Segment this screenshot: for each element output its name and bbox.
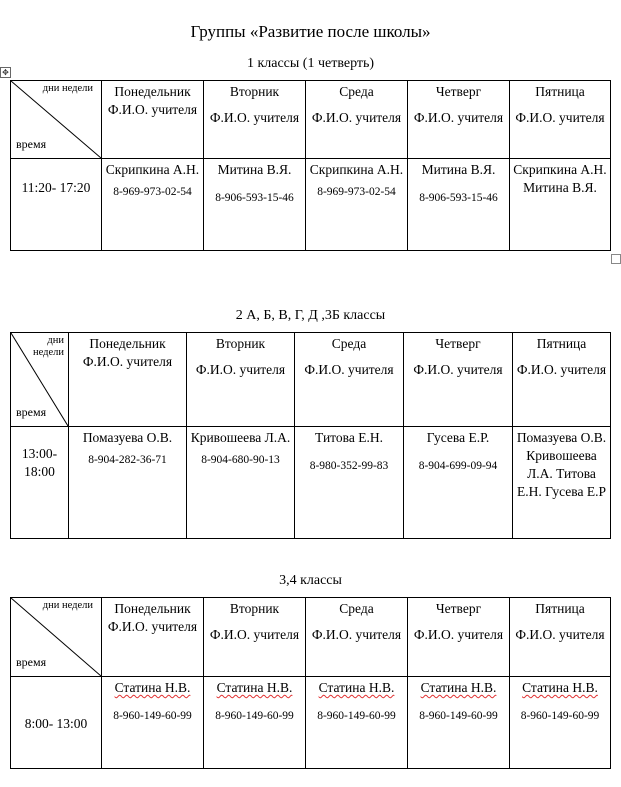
- day-name: Среда: [339, 601, 374, 616]
- time-cell: 8:00- 13:00: [11, 677, 102, 769]
- day-name: Четверг: [435, 336, 481, 351]
- day-header: [306, 81, 408, 159]
- day-header: [408, 598, 510, 677]
- teacher-name: Помазуева О.В.: [82, 430, 173, 445]
- schedule-table: [10, 597, 611, 769]
- teacher-header: Ф.И.О. учителя: [209, 627, 300, 642]
- day-name: Пятница: [535, 84, 585, 99]
- day-name: Понедельник: [89, 336, 166, 351]
- section-subtitle: 1 классы (1 четверть): [246, 56, 375, 71]
- day-header: [102, 598, 204, 677]
- day-header: [102, 81, 204, 159]
- corner-days-label: дни недели: [42, 600, 93, 611]
- day-header: [69, 333, 187, 427]
- teacher-phone: 8-904-282-36-71: [88, 454, 167, 466]
- day-name: Четверг: [435, 84, 482, 99]
- teacher-cell: [187, 427, 295, 539]
- teacher-header: Ф.И.О. учителя: [516, 362, 607, 377]
- teacher-phone: 8-960-149-60-99: [215, 710, 294, 722]
- teacher-name: Статина Н.В.: [420, 680, 497, 695]
- corner-days-label: дни недели: [32, 335, 64, 358]
- day-name: Среда: [339, 84, 374, 99]
- day-name: Понедельник: [114, 84, 191, 99]
- day-header: [510, 81, 611, 159]
- teacher-phone: 8-904-699-09-94: [418, 460, 498, 472]
- teacher-phone: 8-960-149-60-99: [419, 710, 498, 722]
- corner-time-label: время: [16, 655, 47, 669]
- teacher-header: Ф.И.О. учителя: [209, 110, 300, 125]
- teacher-header: Ф.И.О. учителя: [107, 619, 198, 634]
- day-header: [404, 333, 513, 427]
- day-header: [306, 598, 408, 677]
- teacher-name: Статина Н.В.: [114, 680, 191, 695]
- teacher-name: Помазуева О.В. Кривошеева Л.А. Титова Е.Н. Гусева Е.Р: [516, 430, 607, 499]
- day-name: Четверг: [435, 601, 482, 616]
- teacher-name: Скрипкина А.Н. Митина В.Я.: [513, 162, 607, 195]
- teacher-header: Ф.И.О. учителя: [195, 362, 286, 377]
- teacher-header: Ф.И.О. учителя: [311, 110, 402, 125]
- teacher-header: Ф.И.О. учителя: [311, 627, 402, 642]
- teacher-header: Ф.И.О. учителя: [304, 362, 394, 377]
- teacher-header: Ф.И.О. учителя: [107, 102, 198, 117]
- teacher-phone: 8-960-149-60-99: [113, 710, 192, 722]
- time-cell: 13:00- 18:00: [11, 427, 69, 539]
- teacher-name: Титова Е.Н.: [315, 430, 383, 445]
- teacher-name: Статина Н.В.: [216, 680, 293, 695]
- teacher-name: Кривошеева Л.А.: [190, 430, 291, 445]
- day-header: [408, 81, 510, 159]
- day-name: Вторник: [229, 84, 280, 99]
- teacher-header: Ф.И.О. учителя: [515, 110, 605, 125]
- table-resize-handle[interactable]: [611, 254, 621, 264]
- day-header: [204, 81, 306, 159]
- day-header: [513, 333, 611, 427]
- teacher-cell: [408, 159, 510, 251]
- teacher-phone: 8-904-680-90-13: [201, 454, 280, 466]
- teacher-cell: [102, 159, 204, 251]
- time-cell: 11:20- 17:20: [11, 159, 102, 251]
- teacher-cell: [102, 677, 204, 769]
- corner-cell: [11, 598, 102, 677]
- day-name: Вторник: [229, 601, 280, 616]
- teacher-phone: 8-969-973-02-54: [317, 186, 396, 198]
- corner-time-label: время: [16, 137, 47, 151]
- teacher-header: Ф.И.О. учителя: [413, 627, 504, 642]
- day-name: Вторник: [215, 336, 266, 351]
- teacher-header: Ф.И.О. учителя: [82, 354, 173, 369]
- teacher-cell: [510, 677, 611, 769]
- page-title: Группы «Развитие после школы»: [190, 22, 431, 41]
- teacher-name: Митина В.Я.: [217, 162, 292, 177]
- teacher-name: Митина В.Я.: [421, 162, 496, 177]
- teacher-cell: [295, 427, 404, 539]
- day-header: [510, 598, 611, 677]
- teacher-cell: [513, 427, 611, 539]
- day-header: [187, 333, 295, 427]
- section-subtitle: 2 А, Б, В, Г, Д ,3Б классы: [235, 308, 386, 323]
- teacher-phone: 8-969-973-02-54: [113, 186, 192, 198]
- teacher-cell: [306, 677, 408, 769]
- table-move-icon[interactable]: ✥: [0, 67, 11, 78]
- section-subtitle: 3,4 классы: [279, 573, 342, 588]
- teacher-cell: [408, 677, 510, 769]
- teacher-cell: [404, 427, 513, 539]
- corner-days-label: дни недели: [42, 83, 93, 94]
- teacher-cell: [69, 427, 187, 539]
- schedule-table: [10, 80, 611, 251]
- teacher-cell: [510, 159, 611, 251]
- corner-time-label: время: [16, 405, 47, 419]
- day-name: Пятница: [535, 601, 585, 616]
- teacher-header: Ф.И.О. учителя: [515, 627, 605, 642]
- day-name: Пятница: [536, 336, 587, 351]
- corner-cell: [11, 333, 69, 427]
- corner-cell: [11, 81, 102, 159]
- day-header: [204, 598, 306, 677]
- teacher-header: Ф.И.О. учителя: [413, 362, 503, 377]
- teacher-name: Статина Н.В.: [318, 680, 395, 695]
- teacher-phone: 8-960-149-60-99: [317, 710, 396, 722]
- teacher-phone: 8-960-149-60-99: [520, 710, 600, 722]
- teacher-cell: [306, 159, 408, 251]
- teacher-name: Статина Н.В.: [522, 680, 598, 695]
- day-name: Среда: [331, 336, 367, 351]
- teacher-phone: 8-980-352-99-83: [309, 460, 389, 472]
- teacher-phone: 8-906-593-15-46: [419, 192, 498, 204]
- day-name: Понедельник: [114, 601, 191, 616]
- teacher-name: Скрипкина А.Н.: [309, 162, 404, 177]
- teacher-header: Ф.И.О. учителя: [413, 110, 504, 125]
- teacher-phone: 8-906-593-15-46: [215, 192, 294, 204]
- teacher-name: Скрипкина А.Н.: [105, 162, 200, 177]
- teacher-name: Гусева Е.Р.: [426, 430, 490, 445]
- schedule-table: [10, 332, 611, 539]
- teacher-cell: [204, 677, 306, 769]
- teacher-cell: [204, 159, 306, 251]
- day-header: [295, 333, 404, 427]
